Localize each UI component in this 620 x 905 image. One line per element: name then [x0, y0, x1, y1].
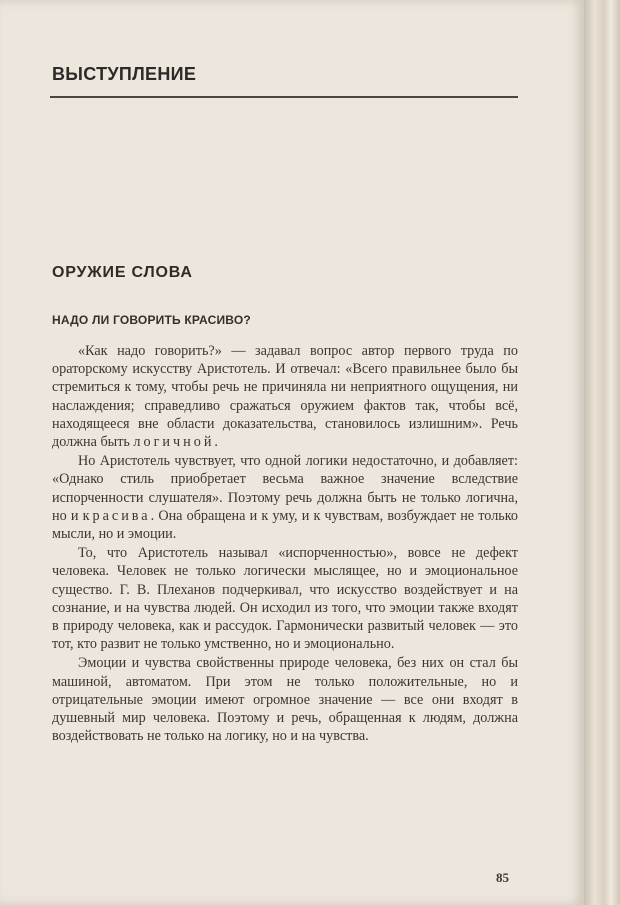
page-edge [584, 0, 620, 905]
paragraph-1-end: . [214, 434, 218, 451]
paragraph-2-end: . Она обращена и к уму, и к чувствам, возбуждает не только мысли, но и эмоции. [52, 507, 519, 543]
emphasis-beautiful: красива [82, 507, 151, 524]
emphasis-logical: логичной [133, 434, 215, 451]
page-number: 85 [496, 870, 509, 885]
subheading: НАДО ЛИ ГОВОРИТЬ КРАСИВО? [52, 313, 251, 327]
section-header: ВЫСТУПЛЕНИЕ [52, 64, 197, 84]
paragraph-3: То, что Аристотель называл «испорченностью», вовсе не дефект человека. Человек не только логически мыслящее, но и эмоциональное существо. Г. В. Плеханов подчеркивал, что искусство воздействует и на сознание, и на чувства людей. Он исходил из того, что эмоции также входят в природу человека, как и рассудок. Гармонически развитый человек — это тот, кто развит не только умственно, но и эмоционально. [52, 545, 518, 653]
paragraph-2 [52, 452, 518, 543]
paragraph-1 [52, 342, 518, 451]
paragraph-1-text: «Как надо говорить?» — задавал вопрос автор первого труда по ораторскому искусству Аристотель. И отвечал: «Всего правильнее было бы стремиться к тому, чтобы речь не причиняла ни неприятного ощущения, ни наслаждения; справедливо сражаться оружием фактов так, чтобы всё, находящееся вне области доказательства, становилось излишним». Речь должна быть [52, 343, 518, 451]
body-text [52, 342, 518, 746]
paragraph-4: Эмоции и чувства свойственны природе человека, без них он стал бы машиной, автоматом. При этом не только положительные, но и отрицательные эмоции имеют огромное значение — все они входят в душевный мир человека. Поэтому и речь, обращенная к людям, должна воздействовать не только на логику, но и на чувства. [52, 655, 518, 745]
paragraph-2-text: Но Аристотель чувствует, что одной логики недостаточно, и добавляет: «Однако стиль приобретает весьма важное значение вследствие испорченности слушателя». Поэтому речь должна быть не только логична, но и [52, 453, 518, 524]
header-rule [50, 96, 518, 98]
chapter-title: ОРУЖИЕ СЛОВА [52, 264, 193, 281]
